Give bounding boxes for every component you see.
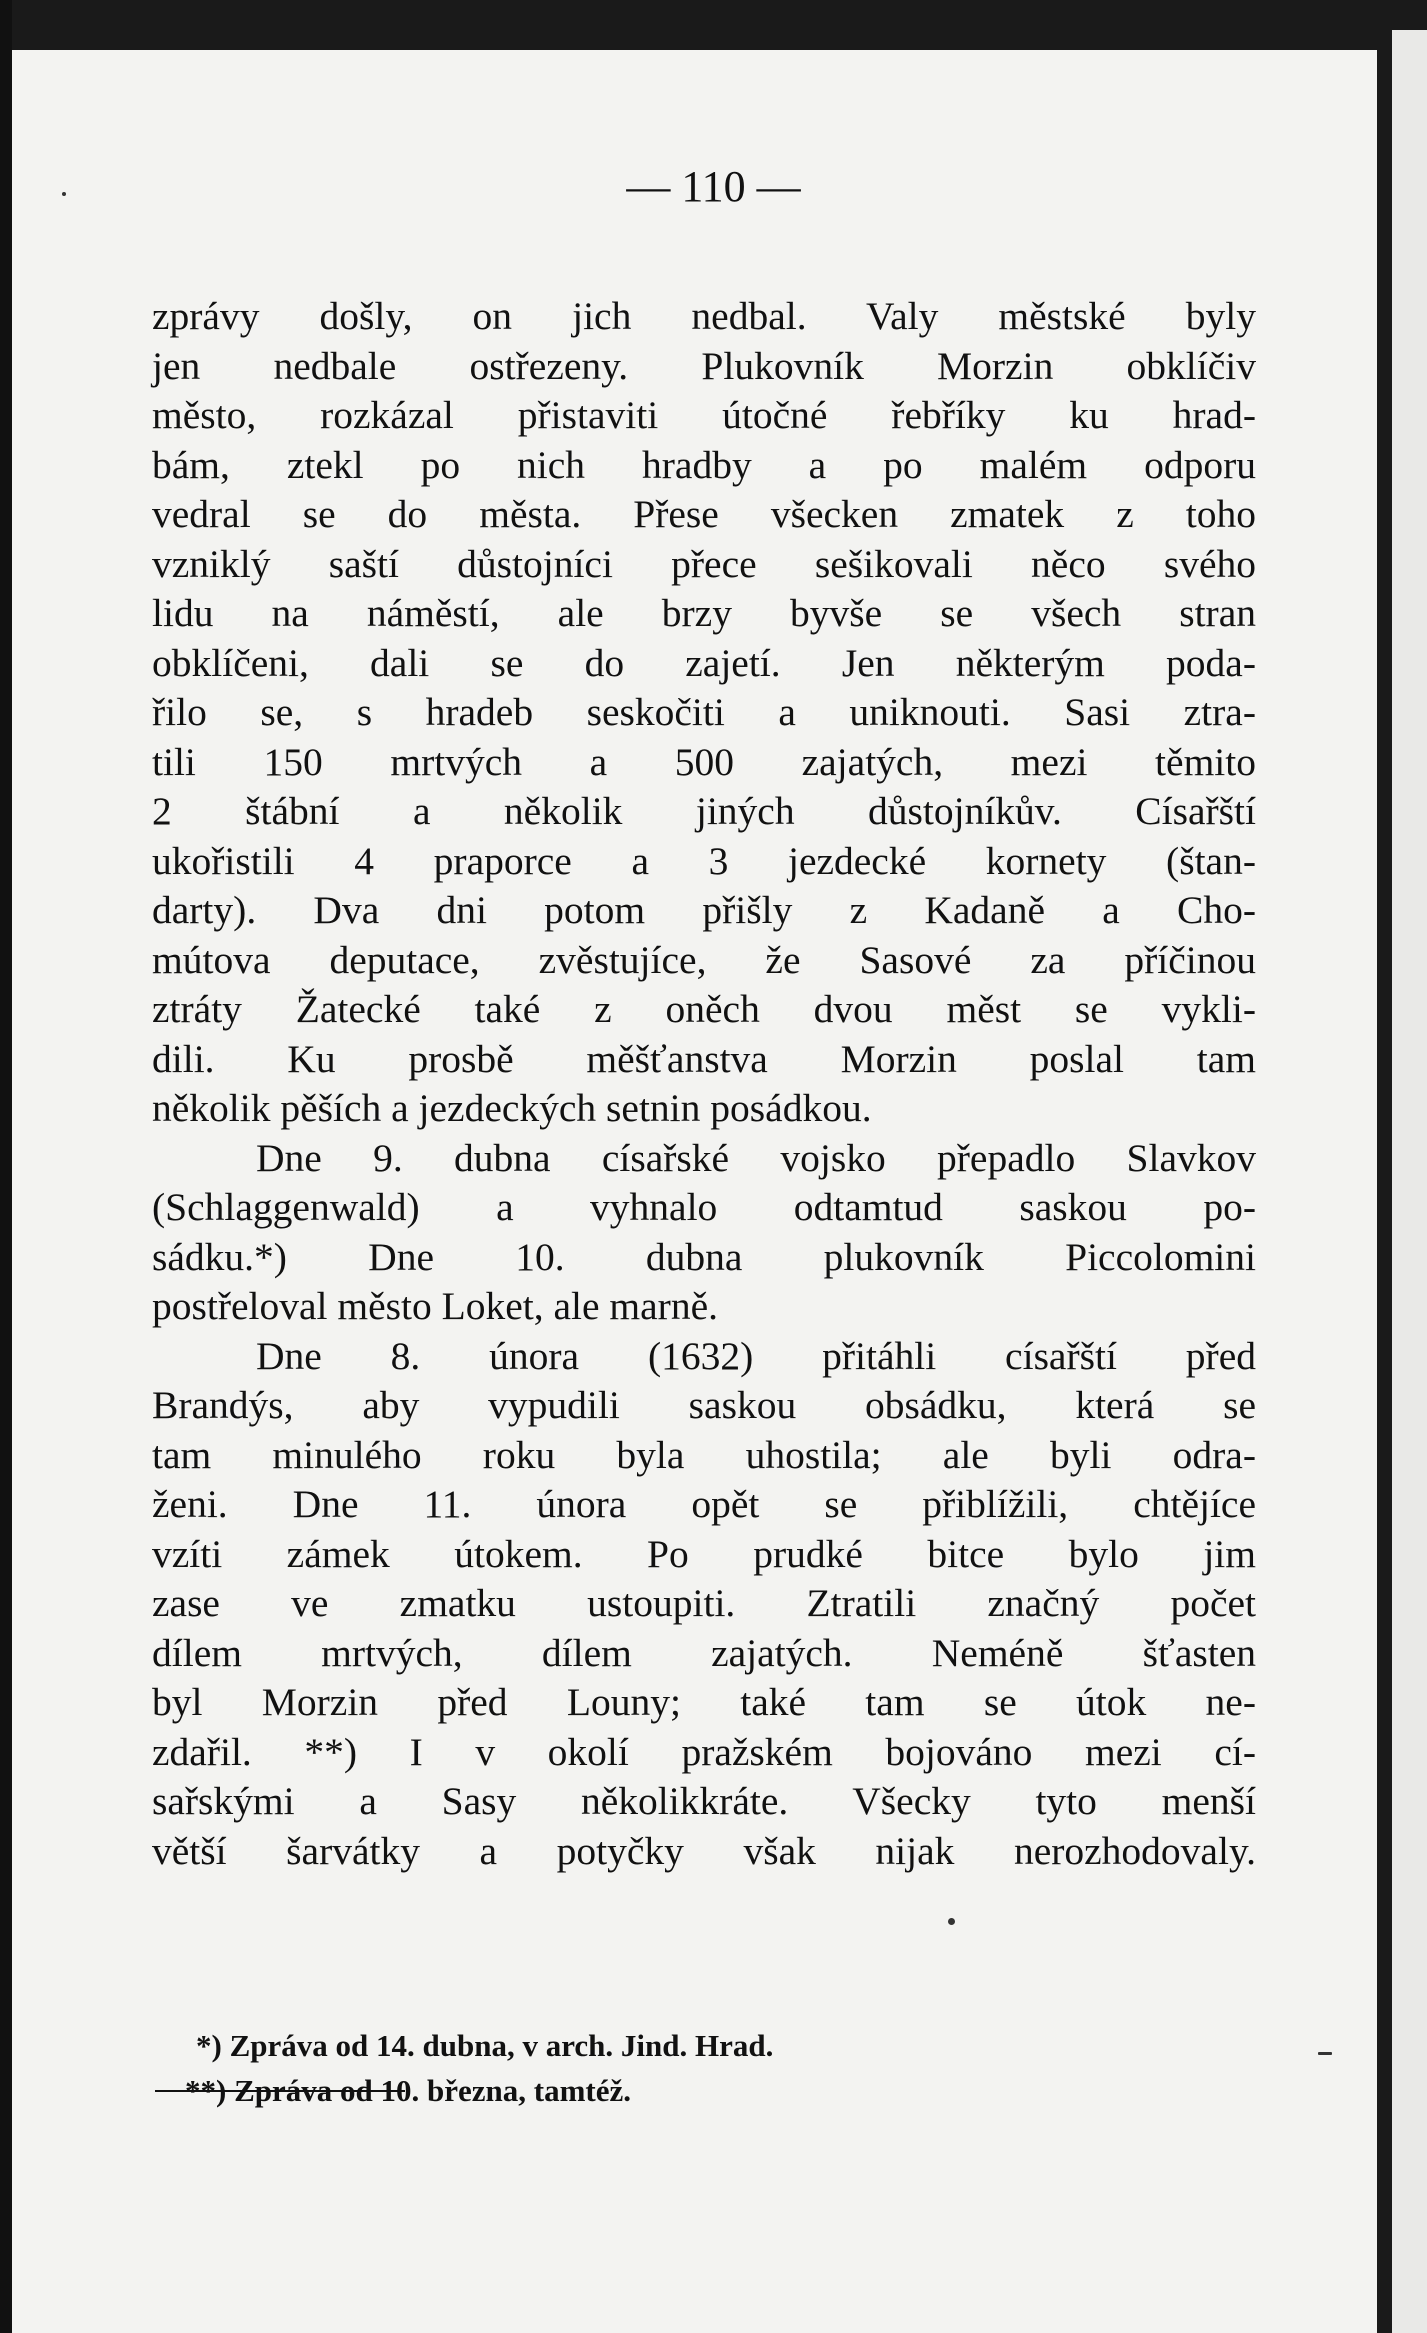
footnote-1: *) Zpráva od 14. dubna, v arch. Jind. Hrad. [196,2028,774,2063]
text-line: (Schlaggenwald) a vyhnalo odtamtud saskou po- [152,1185,1256,1229]
footnote-2: **) Zpráva od 10. března, tamtéž. [185,2073,631,2108]
scan-left-edge [0,0,12,2333]
body-text [152,292,1256,1876]
text-line: větší šarvátky a potyčky však nijak nerozhodovaly. [152,1828,1256,1873]
text-line: město, rozkázal přistaviti útočné řebříky ku hrad- [152,393,1256,437]
text-line: zdařil. **) I v okolí pražském bojováno mezi cí- [152,1729,1256,1774]
text-line: dili. Ku prosbě měšťanstva Morzin poslal tam [152,1036,1256,1081]
text-line: postřeloval město Loket, ale marně. [152,1284,718,1328]
adjacent-page-edge [1392,30,1427,2333]
text-line: bám, ztekl po nich hradby a po malém odporu [152,442,1256,487]
text-line: tili 150 mrtvých a 500 zajatých, mezi těmito [152,739,1256,784]
text-line: ztráty Žatecké také z oněch dvou měst se vykli- [152,987,1256,1031]
text-line: darty). Dva dni potom přišly z Kadaně a Cho- [152,888,1256,932]
text-line: mútova deputace, zvěstujíce, že Sasové za příčinou [152,937,1256,982]
text-line: dílem mrtvých, dílem zajatých. Neméně šťasten [152,1630,1256,1675]
text-line: vzíti zámek útokem. Po prudké bitce bylo jim [152,1531,1256,1576]
text-line: řilo se, s hradeb seskočiti a uniknouti. Sasi ztra- [152,690,1256,734]
text-line: obklíčeni, dali se do zajetí. Jen některým poda- [152,640,1256,685]
page-number: — 110 — [626,162,801,211]
print-speck [948,1918,955,1925]
print-speck [1318,2052,1332,2055]
text-line: tam minulého roku byla uhostila; ale byli odra- [152,1432,1256,1477]
text-line: sařskými a Sasy několikkráte. Všecky tyto menší [152,1779,1256,1823]
text-line: jen nedbale ostřezeny. Plukovník Morzin obklíčiv [152,343,1256,388]
text-line: ženi. Dne 11. února opět se přiblížili, chtějíce [152,1482,1256,1526]
text-line: Dne 9. dubna císařské vojsko přepadlo Slavkov [256,1135,1256,1180]
footnotes [185,2023,774,2113]
text-line: byl Morzin před Louny; také tam se útok ne- [152,1680,1256,1724]
text-line: několik pěších a jezdeckých setnin posádkou. [152,1086,872,1130]
text-line: vzniklý saští důstojníci přece sešikovali něco svého [152,541,1256,586]
text-line: Dne 8. února (1632) přitáhli císařští před [256,1333,1256,1378]
text-line: zase ve zmatku ustoupiti. Ztratili značný počet [152,1581,1256,1625]
text-line: 2 štábní a několik jiných důstojníkův. Císařští [152,789,1256,833]
print-speck [62,192,66,196]
text-line: vedral se do města. Přese všecken zmatek z toho [152,492,1256,536]
text-line: sádku.*) Dne 10. dubna plukovník Piccolomini [152,1234,1256,1279]
text-line: zprávy došly, on jich nedbal. Valy městské byly [152,294,1256,338]
text-line: Brandýs, aby vypudili saskou obsádku, která se [152,1383,1256,1427]
text-line: ukořistili 4 praporce a 3 jezdecké kornety (štan- [152,838,1256,883]
text-line: lidu na náměstí, ale brzy byvše se všech stran [152,591,1256,635]
